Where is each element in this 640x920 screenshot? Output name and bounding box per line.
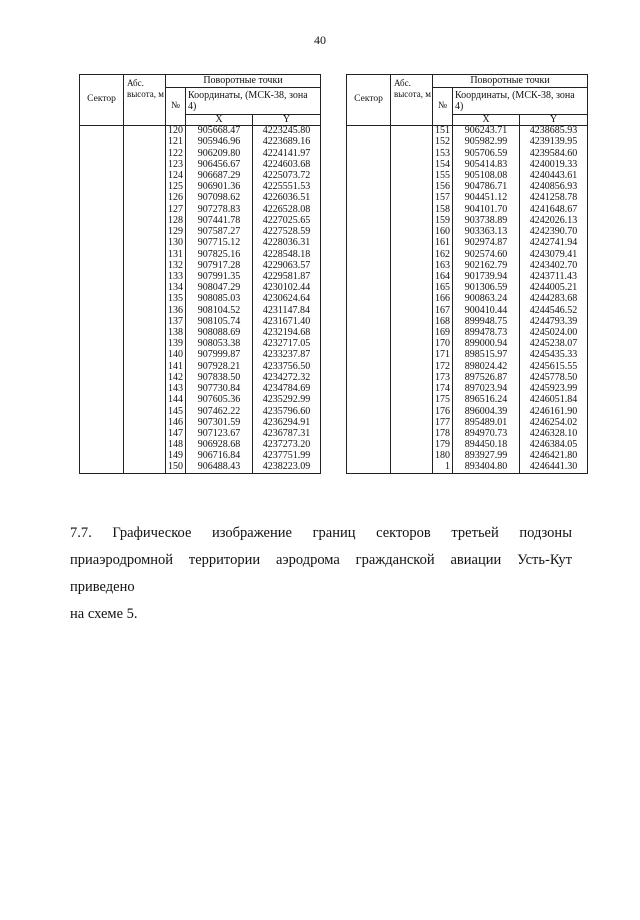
point-number-cell: 161 [433, 238, 453, 249]
x-coordinate-cell: 907301.59 [186, 417, 253, 428]
y-coordinate-cell: 4228548.18 [253, 249, 321, 260]
y-coordinate-cell: 4226528.08 [253, 204, 321, 215]
point-number-cell: 126 [166, 193, 186, 204]
point-number-cell: 167 [433, 305, 453, 316]
point-number-cell: 134 [166, 283, 186, 294]
y-coordinate-cell: 4241648.67 [520, 204, 588, 215]
x-coordinate-cell: 905982.99 [453, 137, 520, 148]
x-coordinate-cell: 896004.39 [453, 406, 520, 417]
point-number-cell: 170 [433, 339, 453, 350]
x-coordinate-cell: 907098.62 [186, 193, 253, 204]
x-coordinate-cell: 908047.29 [186, 283, 253, 294]
y-coordinate-cell: 4225073.72 [253, 170, 321, 181]
header-coordinates: Координаты, (МСК-38, зона 4) [453, 88, 588, 115]
point-number-cell: 154 [433, 159, 453, 170]
point-number-cell: 130 [166, 238, 186, 249]
y-coordinate-cell: 4242026.13 [520, 215, 588, 226]
y-coordinate-cell: 4246051.84 [520, 395, 588, 406]
paragraph-word: третьей [451, 525, 499, 541]
point-number-cell: 122 [166, 148, 186, 159]
table-body-left [80, 126, 321, 474]
x-coordinate-cell: 906456.67 [186, 159, 253, 170]
header-abs-height: Абс. высота, м [391, 75, 433, 126]
x-coordinate-cell: 907587.27 [186, 226, 253, 237]
x-coordinate-cell: 906243.71 [453, 126, 520, 137]
y-coordinate-cell: 4240443.61 [520, 170, 588, 181]
point-number-cell: 155 [433, 170, 453, 181]
y-coordinate-cell: 4236294.91 [253, 417, 321, 428]
point-number-cell: 157 [433, 193, 453, 204]
y-coordinate-cell: 4243711.43 [520, 271, 588, 282]
point-number-cell: 158 [433, 204, 453, 215]
point-number-cell: 133 [166, 271, 186, 282]
point-number-cell: 160 [433, 226, 453, 237]
x-coordinate-cell: 905946.96 [186, 137, 253, 148]
x-coordinate-cell: 907715.12 [186, 238, 253, 249]
y-coordinate-cell: 4242741.94 [520, 238, 588, 249]
header-number: № [433, 88, 453, 126]
x-coordinate-cell: 907730.84 [186, 384, 253, 395]
point-number-cell: 169 [433, 327, 453, 338]
x-coordinate-cell: 907999.87 [186, 350, 253, 361]
x-coordinate-cell: 898515.97 [453, 350, 520, 361]
point-number-cell: 131 [166, 249, 186, 260]
sector-cell [80, 126, 124, 474]
x-coordinate-cell: 907838.50 [186, 372, 253, 383]
x-coordinate-cell: 894450.18 [453, 440, 520, 451]
point-number-cell: 123 [166, 159, 186, 170]
y-coordinate-cell: 4231671.40 [253, 316, 321, 327]
point-number-cell: 147 [166, 428, 186, 439]
x-coordinate-cell: 907825.16 [186, 249, 253, 260]
point-number-cell: 124 [166, 170, 186, 181]
point-number-cell: 168 [433, 316, 453, 327]
paragraph-word: Графическое [112, 525, 192, 541]
x-coordinate-cell: 897023.94 [453, 384, 520, 395]
x-coordinate-cell: 905706.59 [453, 148, 520, 159]
y-coordinate-cell: 4225551.53 [253, 182, 321, 193]
x-coordinate-cell: 899948.75 [453, 316, 520, 327]
paragraph-line-3: на схеме 5. [70, 606, 138, 622]
x-coordinate-cell: 901306.59 [453, 283, 520, 294]
y-coordinate-cell: 4227528.59 [253, 226, 321, 237]
x-coordinate-cell: 905108.08 [453, 170, 520, 181]
paragraph-word: границ [312, 525, 356, 541]
y-coordinate-cell: 4243079.41 [520, 249, 588, 260]
abs-height-cell [124, 126, 166, 474]
y-coordinate-cell: 4232194.68 [253, 327, 321, 338]
point-number-cell: 142 [166, 372, 186, 383]
point-number-cell: 171 [433, 350, 453, 361]
x-coordinate-cell: 906901.36 [186, 182, 253, 193]
x-coordinate-cell: 905668.47 [186, 126, 253, 137]
y-coordinate-cell: 4234784.69 [253, 384, 321, 395]
header-x: X [186, 115, 253, 126]
x-coordinate-cell: 907441.78 [186, 215, 253, 226]
paragraph-line-2: приаэродромной территории аэродрома гражданской авиации Усть-Кут приведено [70, 552, 572, 595]
point-number-cell: 125 [166, 182, 186, 193]
x-coordinate-cell: 903363.13 [453, 226, 520, 237]
coordinates-table-left [79, 74, 321, 474]
paragraph-word: секторов [376, 525, 431, 541]
x-coordinate-cell: 908088.69 [186, 327, 253, 338]
point-number-cell: 139 [166, 339, 186, 350]
coordinates-table-right [346, 74, 588, 474]
y-coordinate-cell: 4230624.64 [253, 294, 321, 305]
y-coordinate-cell: 4244793.39 [520, 316, 588, 327]
y-coordinate-cell: 4223689.16 [253, 137, 321, 148]
x-coordinate-cell: 898024.42 [453, 361, 520, 372]
y-coordinate-cell: 4240019.33 [520, 159, 588, 170]
point-number-cell: 159 [433, 215, 453, 226]
point-number-cell: 177 [433, 417, 453, 428]
y-coordinate-cell: 4246254.02 [520, 417, 588, 428]
y-coordinate-cell: 4245615.55 [520, 361, 588, 372]
y-coordinate-cell: 4244005.21 [520, 283, 588, 294]
point-number-cell: 137 [166, 316, 186, 327]
paragraph-number: 7.7. [70, 525, 92, 541]
y-coordinate-cell: 4242390.70 [520, 226, 588, 237]
y-coordinate-cell: 4246384.05 [520, 440, 588, 451]
x-coordinate-cell: 908053.38 [186, 339, 253, 350]
point-number-cell: 152 [433, 137, 453, 148]
point-number-cell: 174 [433, 384, 453, 395]
y-coordinate-cell: 4233756.50 [253, 361, 321, 372]
x-coordinate-cell: 907605.36 [186, 395, 253, 406]
x-coordinate-cell: 893927.99 [453, 451, 520, 462]
header-x: X [453, 115, 520, 126]
y-coordinate-cell: 4224141.97 [253, 148, 321, 159]
point-number-cell: 175 [433, 395, 453, 406]
y-coordinate-cell: 4246441.30 [520, 462, 588, 473]
point-number-cell: 127 [166, 204, 186, 215]
point-number-cell: 172 [433, 361, 453, 372]
y-coordinate-cell: 4227025.65 [253, 215, 321, 226]
x-coordinate-cell: 905414.83 [453, 159, 520, 170]
x-coordinate-cell: 907917.28 [186, 260, 253, 271]
y-coordinate-cell: 4244546.52 [520, 305, 588, 316]
sector-cell [347, 126, 391, 474]
y-coordinate-cell: 4231147.84 [253, 305, 321, 316]
header-sector: Сектор [347, 75, 391, 126]
x-coordinate-cell: 902574.60 [453, 249, 520, 260]
point-number-cell: 156 [433, 182, 453, 193]
x-coordinate-cell: 902162.79 [453, 260, 520, 271]
x-coordinate-cell: 902974.87 [453, 238, 520, 249]
y-coordinate-cell: 4245778.50 [520, 372, 588, 383]
x-coordinate-cell: 897526.87 [453, 372, 520, 383]
y-coordinate-cell: 4235796.60 [253, 406, 321, 417]
x-coordinate-cell: 906488.43 [186, 462, 253, 473]
y-coordinate-cell: 4232717.05 [253, 339, 321, 350]
header-number: № [166, 88, 186, 126]
x-coordinate-cell: 900863.24 [453, 294, 520, 305]
point-number-cell: 149 [166, 451, 186, 462]
x-coordinate-cell: 906687.29 [186, 170, 253, 181]
x-coordinate-cell: 899478.73 [453, 327, 520, 338]
table-body-right [347, 126, 588, 474]
y-coordinate-cell: 4246328.10 [520, 428, 588, 439]
point-number-cell: 1 [433, 462, 453, 473]
x-coordinate-cell: 894970.73 [453, 428, 520, 439]
y-coordinate-cell: 4237751.99 [253, 451, 321, 462]
point-number-cell: 120 [166, 126, 186, 137]
table-row [80, 126, 321, 137]
x-coordinate-cell: 908085.03 [186, 294, 253, 305]
point-number-cell: 176 [433, 406, 453, 417]
x-coordinate-cell: 903738.89 [453, 215, 520, 226]
point-number-cell: 144 [166, 395, 186, 406]
x-coordinate-cell: 899000.94 [453, 339, 520, 350]
point-number-cell: 138 [166, 327, 186, 338]
point-number-cell: 143 [166, 384, 186, 395]
y-coordinate-cell: 4245923.99 [520, 384, 588, 395]
x-coordinate-cell: 896516.24 [453, 395, 520, 406]
abs-height-cell [391, 126, 433, 474]
x-coordinate-cell: 907928.21 [186, 361, 253, 372]
point-number-cell: 121 [166, 137, 186, 148]
header-y: Y [253, 115, 321, 126]
y-coordinate-cell: 4224603.68 [253, 159, 321, 170]
x-coordinate-cell: 904101.70 [453, 204, 520, 215]
x-coordinate-cell: 908105.74 [186, 316, 253, 327]
header-turning-points: Поворотные точки [433, 75, 588, 88]
paragraph-word: подзоны [519, 525, 572, 541]
x-coordinate-cell: 907123.67 [186, 428, 253, 439]
x-coordinate-cell: 904451.12 [453, 193, 520, 204]
y-coordinate-cell: 4236787.31 [253, 428, 321, 439]
point-number-cell: 135 [166, 294, 186, 305]
header-abs-height: Абс. высота, м [124, 75, 166, 126]
point-number-cell: 162 [433, 249, 453, 260]
page-number: 40 [314, 33, 326, 47]
y-coordinate-cell: 4226036.51 [253, 193, 321, 204]
y-coordinate-cell: 4233237.87 [253, 350, 321, 361]
point-number-cell: 141 [166, 361, 186, 372]
y-coordinate-cell: 4223245.80 [253, 126, 321, 137]
point-number-cell: 132 [166, 260, 186, 271]
y-coordinate-cell: 4230102.44 [253, 283, 321, 294]
table-row [347, 126, 588, 137]
x-coordinate-cell: 907991.35 [186, 271, 253, 282]
y-coordinate-cell: 4234272.32 [253, 372, 321, 383]
x-coordinate-cell: 906928.68 [186, 440, 253, 451]
y-coordinate-cell: 4245238.07 [520, 339, 588, 350]
point-number-cell: 153 [433, 148, 453, 159]
x-coordinate-cell: 900410.44 [453, 305, 520, 316]
paragraph-word: изображение [212, 525, 292, 541]
point-number-cell: 179 [433, 440, 453, 451]
y-coordinate-cell: 4244283.68 [520, 294, 588, 305]
point-number-cell: 128 [166, 215, 186, 226]
x-coordinate-cell: 904786.71 [453, 182, 520, 193]
x-coordinate-cell: 895489.01 [453, 417, 520, 428]
point-number-cell: 173 [433, 372, 453, 383]
x-coordinate-cell: 907278.83 [186, 204, 253, 215]
y-coordinate-cell: 4241258.78 [520, 193, 588, 204]
point-number-cell: 166 [433, 294, 453, 305]
header-coordinates: Координаты, (МСК-38, зона 4) [186, 88, 321, 115]
point-number-cell: 164 [433, 271, 453, 282]
header-sector: Сектор [80, 75, 124, 126]
y-coordinate-cell: 4239584.60 [520, 148, 588, 159]
point-number-cell: 151 [433, 126, 453, 137]
y-coordinate-cell: 4235292.99 [253, 395, 321, 406]
y-coordinate-cell: 4246161.90 [520, 406, 588, 417]
y-coordinate-cell: 4245024.00 [520, 327, 588, 338]
point-number-cell: 145 [166, 406, 186, 417]
x-coordinate-cell: 906716.84 [186, 451, 253, 462]
header-y: Y [520, 115, 588, 126]
y-coordinate-cell: 4237273.20 [253, 440, 321, 451]
x-coordinate-cell: 907462.22 [186, 406, 253, 417]
point-number-cell: 129 [166, 226, 186, 237]
point-number-cell: 163 [433, 260, 453, 271]
paragraph-line-1 [70, 520, 572, 547]
point-number-cell: 178 [433, 428, 453, 439]
y-coordinate-cell: 4229063.57 [253, 260, 321, 271]
point-number-cell: 146 [166, 417, 186, 428]
point-number-cell: 140 [166, 350, 186, 361]
header-turning-points: Поворотные точки [166, 75, 321, 88]
x-coordinate-cell: 908104.52 [186, 305, 253, 316]
y-coordinate-cell: 4228036.31 [253, 238, 321, 249]
y-coordinate-cell: 4245435.33 [520, 350, 588, 361]
x-coordinate-cell: 901739.94 [453, 271, 520, 282]
y-coordinate-cell: 4238685.93 [520, 126, 588, 137]
point-number-cell: 148 [166, 440, 186, 451]
y-coordinate-cell: 4246421.80 [520, 451, 588, 462]
point-number-cell: 150 [166, 462, 186, 473]
y-coordinate-cell: 4240856.93 [520, 182, 588, 193]
section-paragraph [70, 520, 572, 628]
y-coordinate-cell: 4239139.95 [520, 137, 588, 148]
point-number-cell: 165 [433, 283, 453, 294]
y-coordinate-cell: 4238223.09 [253, 462, 321, 473]
x-coordinate-cell: 906209.80 [186, 148, 253, 159]
y-coordinate-cell: 4243402.70 [520, 260, 588, 271]
point-number-cell: 180 [433, 451, 453, 462]
y-coordinate-cell: 4229581.87 [253, 271, 321, 282]
point-number-cell: 136 [166, 305, 186, 316]
x-coordinate-cell: 893404.80 [453, 462, 520, 473]
